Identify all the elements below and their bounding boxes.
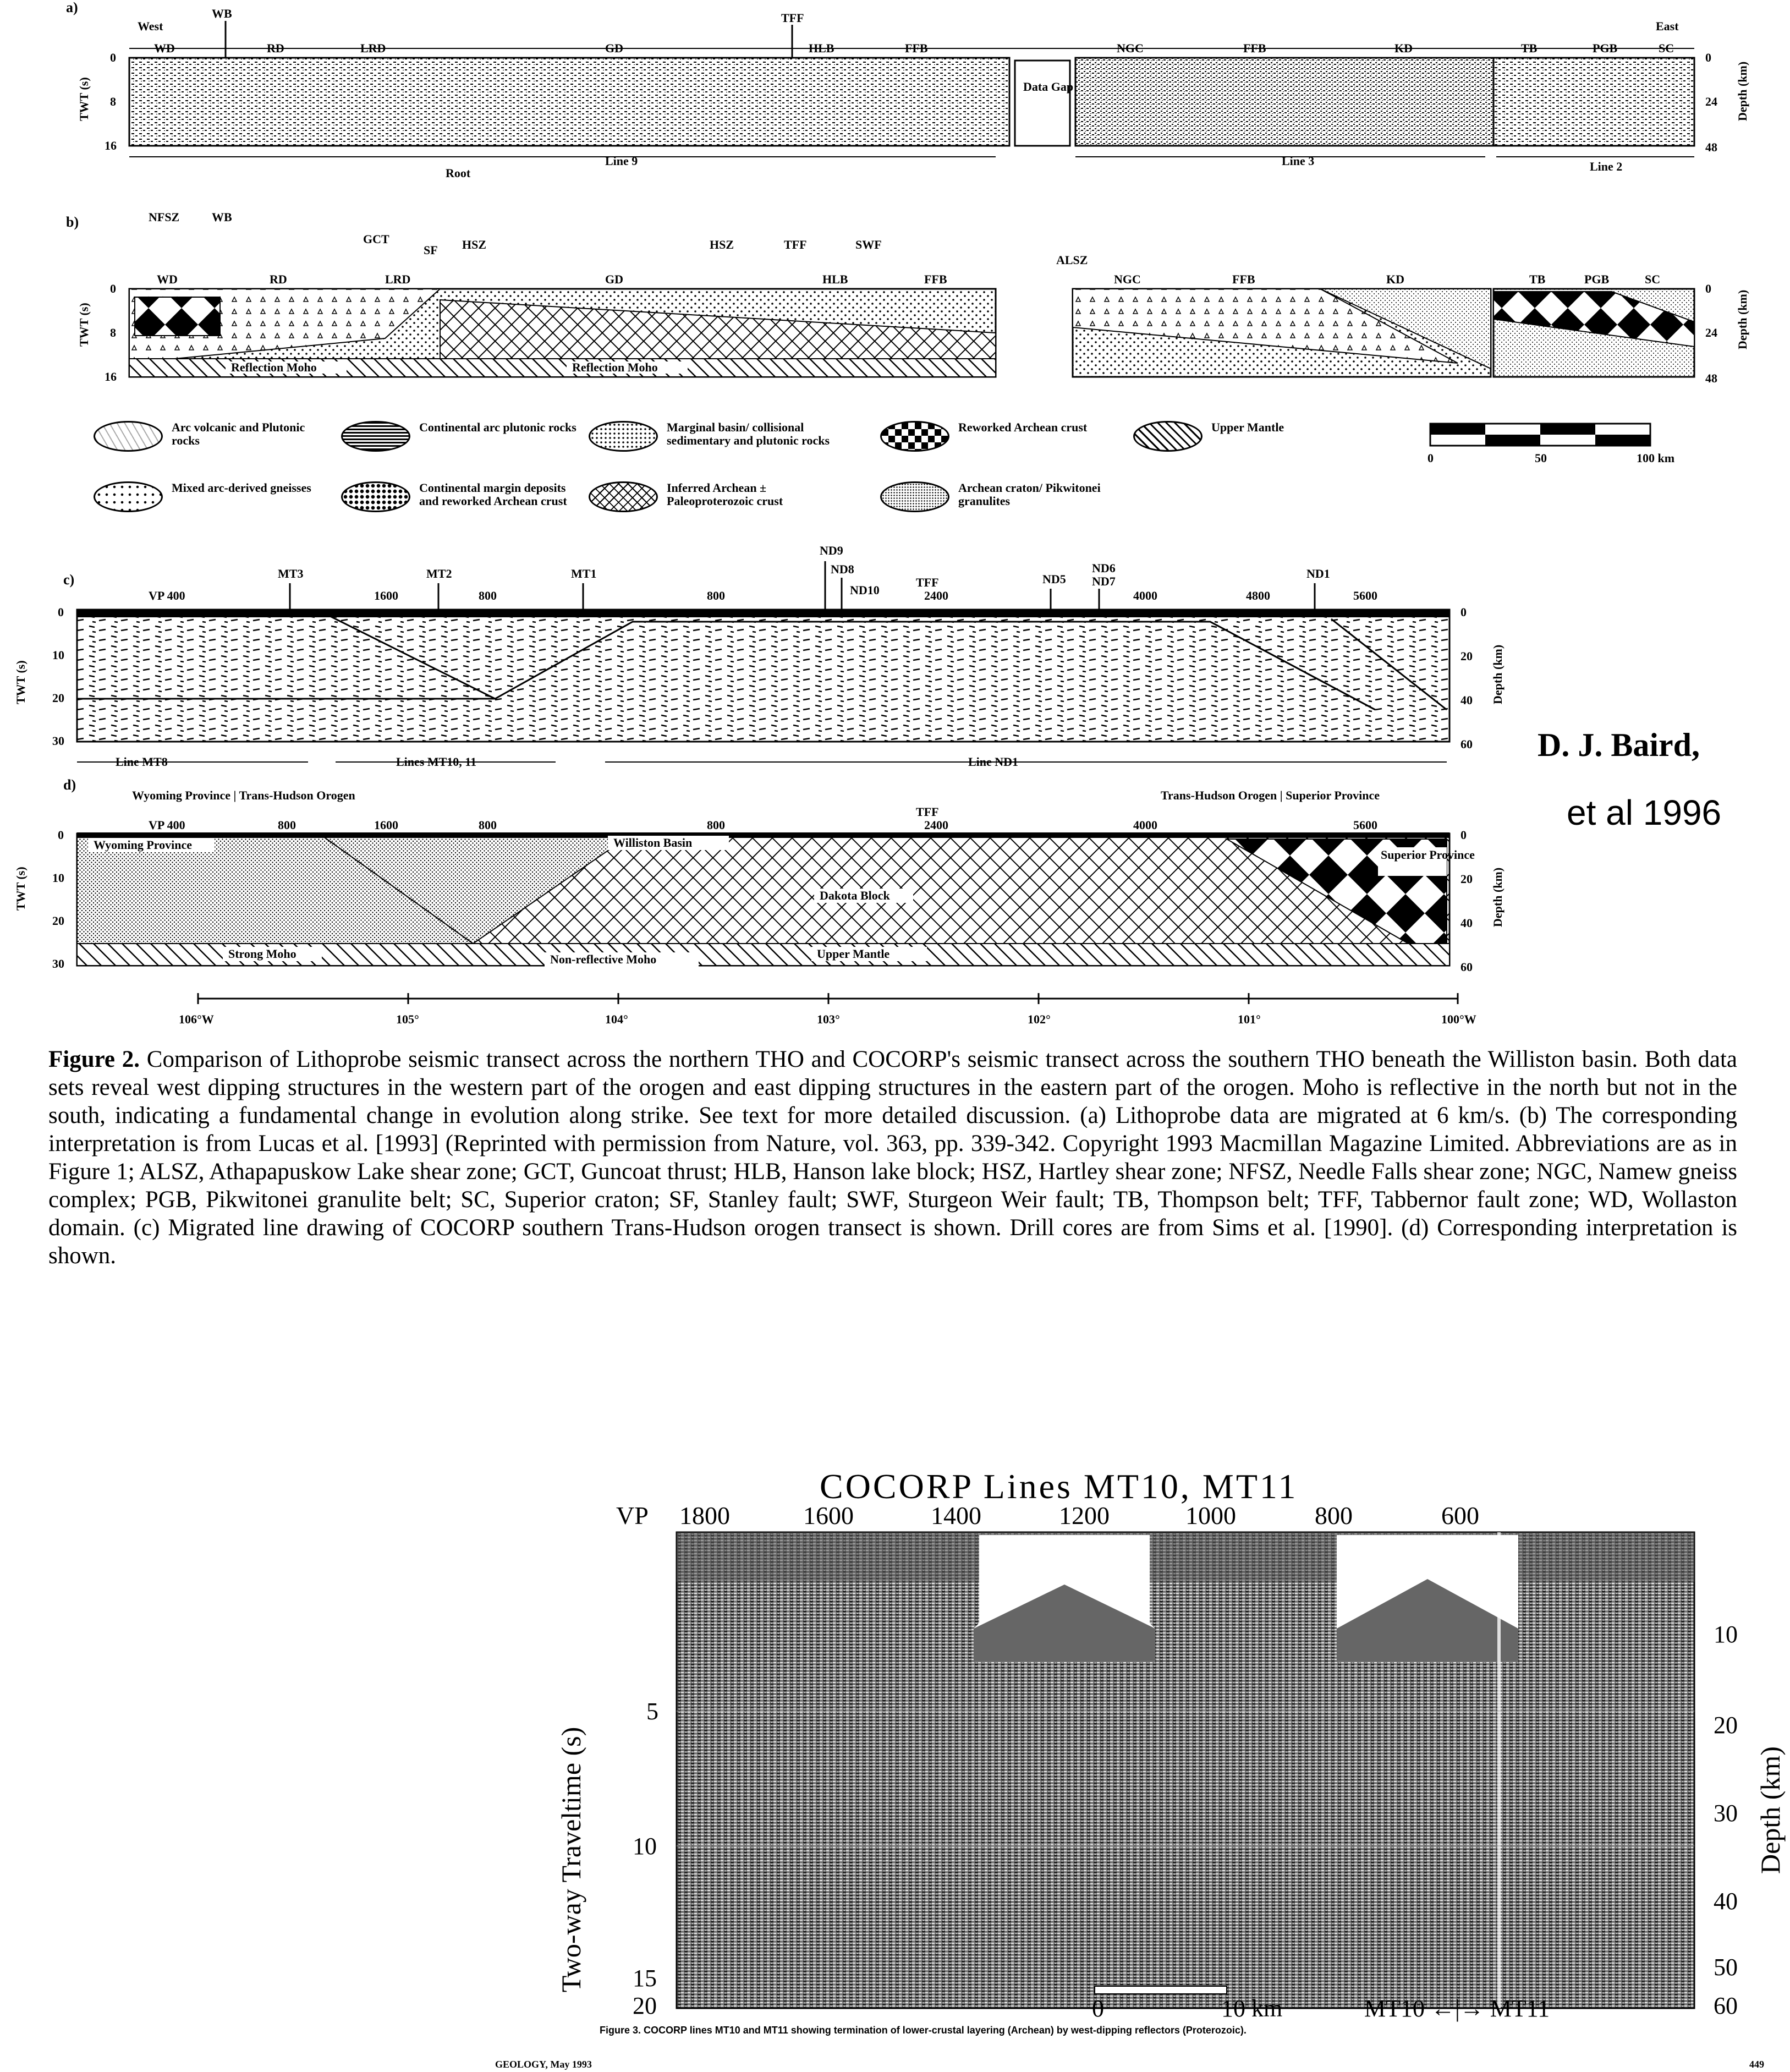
- figure-label-26: KD: [1386, 272, 1404, 286]
- figure-label-7: Line 3: [1282, 154, 1315, 168]
- figure-3-title: COCORP Lines MT10, MT11: [820, 1467, 1298, 1506]
- figure-label-49: ND10: [850, 583, 880, 597]
- panel-d: [0, 779, 1518, 1037]
- figure-label-124: 10: [1714, 1621, 1738, 1648]
- figure-label-22: HLB: [822, 272, 848, 286]
- figure-label-80: 800: [278, 818, 296, 832]
- seg-a-hlb: HLB: [809, 41, 834, 55]
- figure-label-41: 50: [1535, 451, 1547, 465]
- figure-label-12: SF: [424, 243, 438, 257]
- figure-label-21: GD: [605, 272, 623, 286]
- figure-label-4: 24: [1705, 95, 1717, 108]
- figure-label-30: TWT (s): [77, 303, 91, 347]
- figure-label-87: TFF: [916, 805, 939, 819]
- footer-page: 449: [1749, 2059, 1764, 2070]
- figure-label-92: 30: [52, 957, 64, 971]
- figure-3: [539, 1502, 1790, 2030]
- figure-label-72: Depth (km): [1491, 644, 1505, 704]
- seg-a-kd: KD: [1394, 41, 1413, 55]
- figure-label-36: 0: [1705, 282, 1711, 295]
- figure-label-106: 105°: [396, 1012, 419, 1026]
- figure-label-43: c): [63, 572, 75, 588]
- seismic-section-image: [677, 1532, 1694, 2008]
- figure-label-128: 50: [1714, 1954, 1738, 1981]
- figure-label-100: 0: [1460, 828, 1467, 842]
- figure-label-38: 48: [1705, 371, 1717, 385]
- figure-label-116: 1200: [1059, 1502, 1110, 1530]
- figure-label-94: Williston Basin: [613, 836, 693, 849]
- figure-label-115: 1400: [931, 1502, 981, 1530]
- figure-label-98: Non-reflective Moho: [550, 952, 657, 966]
- figure-label-20: LRD: [385, 272, 411, 286]
- figure-label-96: Superior Province: [1381, 848, 1475, 862]
- figure-label-14: HSZ: [710, 238, 734, 251]
- figure-label-119: 600: [1441, 1502, 1479, 1530]
- figure-label-101: 20: [1460, 872, 1473, 886]
- figure-2-label: Figure 2.: [48, 1046, 140, 1072]
- author-name: D. J. Baird,: [1538, 727, 1700, 763]
- figure-label-1: 8: [110, 95, 116, 108]
- scale-bar: [1425, 418, 1711, 468]
- legend-continental-margin: Continental margin deposits and reworked Archean crust: [341, 481, 578, 512]
- figure-label-55: 1600: [374, 589, 398, 602]
- figure-label-13: HSZ: [462, 238, 487, 251]
- figure-label-70: 40: [1460, 693, 1473, 707]
- figure-label-82: 800: [479, 818, 497, 832]
- figure-label-25: FFB: [1232, 272, 1255, 286]
- figure-label-127: 40: [1714, 1888, 1738, 1915]
- seg-a-ffb2: FFB: [1243, 41, 1266, 55]
- figure-label-131: 10 km: [1221, 1995, 1283, 2022]
- figure-label-46: MT1: [571, 567, 597, 580]
- figure-label-45: MT2: [426, 567, 452, 580]
- figure-label-104: Depth (km): [1491, 867, 1505, 927]
- figure-label-15: TFF: [784, 238, 807, 251]
- figure-label-121: 10: [633, 1833, 657, 1860]
- figure-label-61: 5600: [1353, 589, 1377, 602]
- figure-3-ylabel: Two-way Traveltime (s): [556, 1726, 586, 1993]
- figure-label-65: 10: [52, 648, 64, 662]
- figure-label-99: Upper Mantle: [817, 947, 890, 961]
- figure-label-91: 20: [52, 914, 64, 928]
- figure-label-62: TFF: [916, 575, 939, 589]
- figure-label-39: Depth (km): [1736, 289, 1749, 349]
- figure-label-6: Line 9: [605, 154, 638, 168]
- figure-label-60: 4800: [1246, 589, 1270, 602]
- tff-label: TFF: [781, 11, 804, 25]
- figure-label-102: 40: [1460, 916, 1473, 930]
- figure-label-73: Line MT8: [116, 755, 168, 769]
- figure-label-110: 101°: [1238, 1012, 1261, 1026]
- figure-label-132: MT10 ←|→ MT11: [1364, 1995, 1550, 2022]
- figure-label-69: 20: [1460, 649, 1473, 663]
- figure-label-56: 800: [479, 589, 497, 602]
- panel-a: [0, 0, 1790, 187]
- panel-a-section-line2: [1494, 58, 1694, 146]
- author-etal: et al 1996: [1567, 793, 1722, 832]
- figure-label-129: 60: [1714, 1992, 1738, 2019]
- legend-upper-mantle: Upper Mantle: [1133, 421, 1353, 452]
- figure-3-caption: Figure 3. COCORP lines MT10 and MT11 showing termination of lower-crustal layering (Archean) by west-dipping reflectors (Proterozoic).: [600, 2025, 1247, 2036]
- figure-label-117: 1000: [1185, 1502, 1236, 1530]
- figure-label-48: ND8: [831, 562, 854, 576]
- figure-label-108: 103°: [817, 1012, 840, 1026]
- seg-a-sc: SC: [1659, 41, 1674, 55]
- figure-label-64: 0: [58, 605, 64, 619]
- figure-label-67: 30: [52, 734, 64, 748]
- figure-label-83: 800: [707, 818, 725, 832]
- figure-label-71: 60: [1460, 737, 1473, 751]
- figure-label-44: MT3: [278, 567, 304, 580]
- legend-marginal-basin: Marginal basin/ collisional sedimentary and plutonic rocks: [589, 421, 853, 452]
- figure-label-9: NFSZ: [149, 210, 180, 224]
- panel-a-letter: a): [66, 0, 78, 15]
- figure-label-95: Dakota Block: [820, 889, 890, 902]
- figure-label-120: 5: [646, 1698, 658, 1725]
- legend-inferred-archean: Inferred Archean ± Paleoproterozoic crust: [589, 481, 853, 512]
- figure-label-109: 102°: [1028, 1012, 1051, 1026]
- figure-label-17: ALSZ: [1056, 253, 1088, 267]
- west-label: West: [138, 19, 163, 33]
- panel-a-section-line3: [1075, 58, 1494, 146]
- figure-label-19: RD: [270, 272, 287, 286]
- figure-label-16: SWF: [855, 238, 882, 251]
- figure-label-76: d): [63, 779, 76, 793]
- figure-label-78: Trans-Hudson Orogen | Superior Province: [1161, 788, 1380, 802]
- figure-label-47: ND9: [820, 545, 843, 557]
- figure-label-90: 10: [52, 871, 64, 885]
- footer-journal: GEOLOGY, May 1993: [495, 2059, 592, 2070]
- figure-label-3: 0: [1705, 51, 1711, 64]
- figure-label-35: Reflection Moho: [572, 360, 658, 374]
- seg-a-gd: GD: [605, 41, 623, 55]
- seg-a-wd: WD: [154, 41, 175, 55]
- figure-label-11: GCT: [363, 232, 389, 246]
- figure-label-59: 4000: [1133, 589, 1157, 602]
- figure-label-89: 0: [58, 828, 64, 842]
- figure-label-123: 20: [633, 1992, 657, 2019]
- figure-label-52: ND7: [1092, 574, 1116, 588]
- seg-a-pgb: PGB: [1593, 41, 1618, 55]
- figure-label-68: 0: [1460, 605, 1467, 619]
- figure-label-31: 0: [110, 282, 116, 295]
- figure-label-54: VP 400: [149, 589, 185, 602]
- figure-label-23: FFB: [924, 272, 947, 286]
- panel-c: [0, 545, 1518, 776]
- figure-label-66: 20: [52, 691, 64, 705]
- panel-b-letter: b): [66, 214, 79, 230]
- east-label: East: [1656, 19, 1679, 33]
- figure-label-24: NGC: [1114, 272, 1141, 286]
- figure-label-103: 60: [1460, 960, 1473, 974]
- figure-label-42: 100 km: [1637, 451, 1675, 465]
- figure-label-58: 2400: [924, 589, 948, 602]
- legend-archean-craton: Archean craton/ Pikwitonei granulites: [880, 481, 1122, 512]
- figure-label-84: 2400: [924, 818, 948, 832]
- root-label: Root: [446, 166, 471, 180]
- figure-label-75: Line ND1: [968, 755, 1019, 769]
- seg-a-rd: RD: [267, 41, 284, 55]
- seg-a-ngc: NGC: [1117, 41, 1144, 55]
- figure-label-85: 4000: [1133, 818, 1157, 832]
- panel-a-depthlabel: Depth (km): [1736, 61, 1749, 121]
- figure-label-5: 48: [1705, 140, 1717, 154]
- figure-label-18: WD: [157, 272, 178, 286]
- figure-label-33: 16: [105, 370, 117, 383]
- panel-a-section-line9: [129, 58, 1009, 146]
- figure-label-111: 100°W: [1441, 1012, 1476, 1026]
- panel-a-ylabel: TWT (s): [77, 77, 91, 121]
- figure-2-text: Comparison of Lithoprobe seismic transect across the northern THO and COCORP's seismic transect across the southern THO beneath the Williston basin. Both data sets reveal west dipping structures in the western part of the orogen and east dipping structures in the eastern part of the orogen. Moho is reflective in the north but not in the south, indicating a fundamental change in evolution along strike. See text for more detailed discussion. (a) Lithoprobe data are migrated at 6 km/s. (b) The corresponding interpretation is from Lucas et al. [1993] (Reprinted with permission from Nature, vol. 363, pp. 339-342. Copyright 1993 Macmillan Magazine Limited. Abbreviations are as in Figure 1; ALSZ, Athapapuskow Lake shear zone; GCT, Guncoat thrust; HLB, Hanson lake block; HSZ, Hartley shear zone; NFSZ, Needle Falls shear zone; NGC, Namew gneiss complex; PGB, Pikwitonei granulite belt; SC, Superior craton; SF, Stanley fault; SWF, Sturgeon Weir fault; TB, Thompson belt; TFF, Tabbernor fault zone; WD, Wollaston domain. (c) Migrated line drawing of COCORP southern Trans-Hudson orogen transect is shown. Drill cores are from Sims et al. [1990]. (d) Corresponding interpretation is shown.: [48, 1046, 1737, 1269]
- figure-label-88: TWT (s): [14, 867, 28, 911]
- legend-continental-arc: Continental arc plutonic rocks: [341, 421, 578, 452]
- figure-label-77: Wyoming Province | Trans-Hudson Orogen: [132, 788, 355, 802]
- figure-label-97: Strong Moho: [228, 947, 296, 961]
- figure-label-8: Line 2: [1590, 160, 1623, 173]
- figure-label-113: 1800: [679, 1502, 730, 1530]
- figure-label-105: 106°W: [179, 1012, 214, 1026]
- figure-label-130: 0: [1092, 1995, 1104, 2022]
- figure-label-27: TB: [1529, 272, 1546, 286]
- figure-label-53: ND1: [1306, 567, 1330, 580]
- figure-label-50: ND5: [1042, 572, 1066, 586]
- figure-3-depthlabel: Depth (km): [1755, 1746, 1786, 1874]
- figure-label-57: 800: [707, 589, 725, 602]
- figure-label-37: 24: [1705, 326, 1717, 339]
- figure-label-126: 30: [1714, 1800, 1738, 1827]
- legend-reworked-archean: Reworked Archean crust: [880, 421, 1122, 452]
- figure-label-63: TWT (s): [14, 660, 28, 704]
- figure-label-74: Lines MT10, 11: [396, 755, 477, 769]
- figure-label-28: PGB: [1584, 272, 1610, 286]
- figure-label-86: 5600: [1353, 818, 1377, 832]
- data-gap-label: Data Gap: [1023, 80, 1074, 94]
- figure-label-29: SC: [1645, 272, 1661, 286]
- legend-mixed-arc: Mixed arc-derived gneisses: [94, 481, 336, 512]
- seg-a-ffb: FFB: [905, 41, 928, 55]
- figure-label-107: 104°: [605, 1012, 628, 1026]
- figure-label-10: WB: [212, 210, 232, 224]
- figure-label-81: 1600: [374, 818, 398, 832]
- figure-label-32: 8: [110, 326, 116, 339]
- figure-label-40: 0: [1427, 451, 1434, 465]
- figure-label-122: 15: [633, 1965, 657, 1992]
- figure-label-51: ND6: [1092, 561, 1116, 575]
- figure-2-caption: [48, 1045, 1737, 1270]
- seg-a-lrd: LRD: [360, 41, 386, 55]
- figure-label-34: Reflection Moho: [231, 360, 317, 374]
- legend-arc-volcanic: Arc volcanic and Plutonic rocks: [94, 421, 336, 452]
- seg-a-tb: TB: [1521, 41, 1538, 55]
- figure-label-125: 20: [1714, 1712, 1738, 1739]
- figure-label-0: 0: [110, 51, 116, 64]
- figure-label-79: VP 400: [149, 818, 185, 832]
- figure-label-114: 1600: [803, 1502, 854, 1530]
- figure-label-118: 800: [1315, 1502, 1353, 1530]
- figure-label-93: Wyoming Province: [94, 838, 193, 852]
- wb-label: WB: [212, 7, 232, 20]
- figure-label-2: 16: [105, 139, 117, 152]
- figure-label-112: VP: [616, 1502, 649, 1530]
- panel-b: [0, 209, 1790, 407]
